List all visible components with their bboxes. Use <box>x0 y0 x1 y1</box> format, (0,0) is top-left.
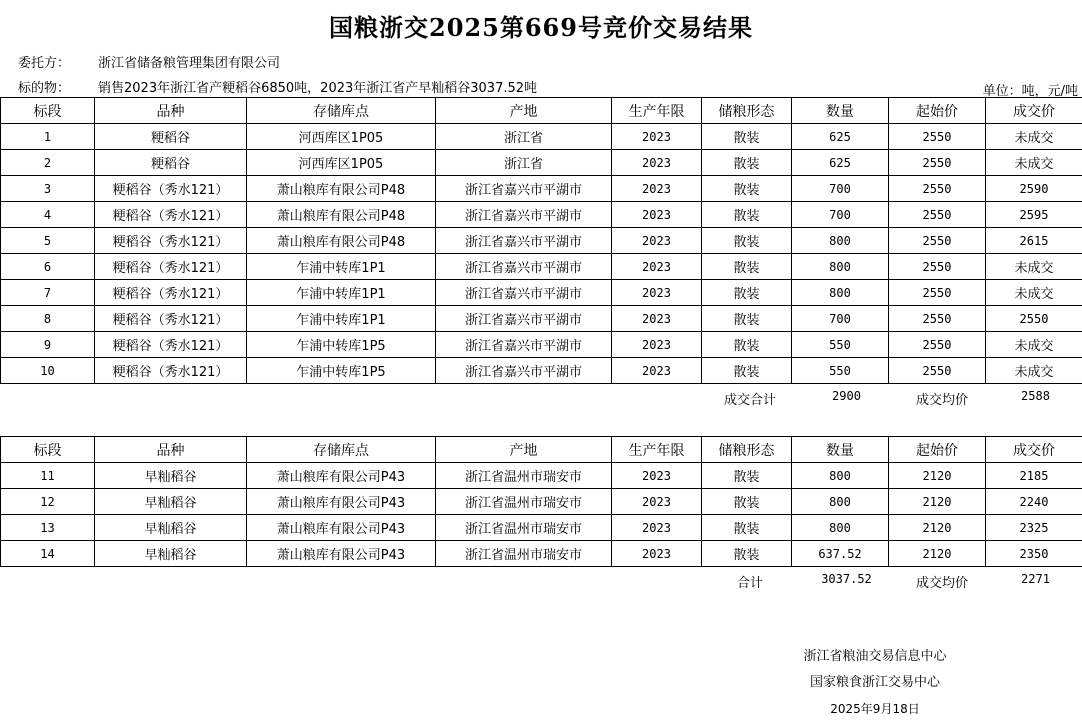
cell-storage-site: 乍浦中转库1P5 <box>247 332 436 358</box>
cell-production-year: 2023 <box>612 489 702 515</box>
cell-origin: 浙江省嘉兴市平湖市 <box>436 202 612 228</box>
cell-segment: 13 <box>1 515 95 541</box>
table-row <box>1 150 1082 176</box>
cell-starting-price: 2550 <box>889 124 986 150</box>
cell-quantity: 800 <box>792 463 889 489</box>
cell-deal-price: 未成交 <box>986 124 1082 150</box>
average-value: 2588 <box>1021 389 1050 403</box>
header-quantity: 数量 <box>792 98 889 124</box>
total-label: 合计 <box>736 576 763 591</box>
issuer-line-2: 国家粮食浙江交易中心 <box>809 675 940 690</box>
cell-segment: 2 <box>1 150 95 176</box>
subject-row <box>18 77 537 96</box>
cell-quantity: 800 <box>792 515 889 541</box>
cell-production-year: 2023 <box>612 254 702 280</box>
cell-quantity: 625 <box>792 150 889 176</box>
cell-segment: 1 <box>1 124 95 150</box>
cell-variety: 粳稻谷（秀水121） <box>95 280 247 306</box>
cell-production-year: 2023 <box>612 124 702 150</box>
cell-quantity: 637.52 <box>792 541 889 567</box>
cell-production-year: 2023 <box>612 150 702 176</box>
cell-origin: 浙江省嘉兴市平湖市 <box>436 306 612 332</box>
cell-quantity: 550 <box>792 332 889 358</box>
table-row <box>1 176 1082 202</box>
cell-starting-price: 2550 <box>889 254 986 280</box>
cell-storage-site: 乍浦中转库1P1 <box>247 306 436 332</box>
issue-date: 2025年9月18日 <box>830 702 920 716</box>
cell-quantity: 550 <box>792 358 889 384</box>
cell-storage-form: 散装 <box>702 254 792 280</box>
cell-starting-price: 2550 <box>889 228 986 254</box>
cell-deal-price: 2615 <box>986 228 1082 254</box>
cell-variety: 粳稻谷 <box>95 150 247 176</box>
table-row <box>1 358 1082 384</box>
cell-variety: 粳稻谷（秀水121） <box>95 254 247 280</box>
cell-storage-site: 萧山粮库有限公司P48 <box>247 202 436 228</box>
cell-origin: 浙江省嘉兴市平湖市 <box>436 358 612 384</box>
cell-origin: 浙江省温州市瑞安市 <box>436 541 612 567</box>
cell-storage-site: 萧山粮库有限公司P48 <box>247 228 436 254</box>
cell-storage-site: 萧山粮库有限公司P43 <box>247 515 436 541</box>
cell-production-year: 2023 <box>612 463 702 489</box>
header-segment: 标段 <box>1 437 95 463</box>
table-row <box>1 202 1082 228</box>
cell-origin: 浙江省温州市瑞安市 <box>436 515 612 541</box>
average-label: 成交均价 <box>915 576 968 591</box>
table-row <box>1 254 1082 280</box>
cell-segment: 6 <box>1 254 95 280</box>
cell-deal-price: 未成交 <box>986 150 1082 176</box>
cell-storage-form: 散装 <box>702 332 792 358</box>
cell-starting-price: 2120 <box>889 515 986 541</box>
cell-origin: 浙江省嘉兴市平湖市 <box>436 254 612 280</box>
cell-storage-site: 萧山粮库有限公司P43 <box>247 541 436 567</box>
cell-quantity: 800 <box>792 280 889 306</box>
cell-production-year: 2023 <box>612 358 702 384</box>
cell-storage-form: 散装 <box>702 202 792 228</box>
cell-variety: 粳稻谷（秀水121） <box>95 358 247 384</box>
cell-storage-site: 乍浦中转库1P1 <box>247 254 436 280</box>
consignor-row <box>18 52 280 71</box>
cell-variety: 早籼稻谷 <box>95 489 247 515</box>
issuer-line-1: 浙江省粮油交易信息中心 <box>803 649 947 664</box>
results-table-japonica <box>0 97 1082 384</box>
cell-storage-site: 萧山粮库有限公司P48 <box>247 176 436 202</box>
header-production-year: 生产年限 <box>612 437 702 463</box>
cell-starting-price: 2550 <box>889 332 986 358</box>
header-starting-price: 起始价 <box>889 98 986 124</box>
table-row <box>1 541 1082 567</box>
consignor-value: 浙江省储备粮管理集团有限公司 <box>98 56 281 71</box>
table-row <box>1 124 1082 150</box>
average-label: 成交均价 <box>915 393 968 408</box>
header-variety: 品种 <box>95 98 247 124</box>
cell-segment: 4 <box>1 202 95 228</box>
cell-starting-price: 2550 <box>889 202 986 228</box>
cell-variety: 粳稻谷（秀水121） <box>95 228 247 254</box>
cell-storage-site: 乍浦中转库1P5 <box>247 358 436 384</box>
subject-label: 标的物： <box>18 81 71 96</box>
results-table-indica <box>0 436 1082 567</box>
cell-starting-price: 2120 <box>889 541 986 567</box>
cell-quantity: 800 <box>792 489 889 515</box>
cell-quantity: 700 <box>792 306 889 332</box>
cell-deal-price: 2325 <box>986 515 1082 541</box>
cell-variety: 粳稻谷（秀水121） <box>95 176 247 202</box>
summary-japonica <box>0 386 1082 410</box>
cell-deal-price: 2590 <box>986 176 1082 202</box>
cell-starting-price: 2550 <box>889 306 986 332</box>
cell-segment: 10 <box>1 358 95 384</box>
cell-storage-form: 散装 <box>702 463 792 489</box>
cell-storage-form: 散装 <box>702 124 792 150</box>
table-row <box>1 489 1082 515</box>
cell-segment: 12 <box>1 489 95 515</box>
cell-variety: 粳稻谷（秀水121） <box>95 332 247 358</box>
header-origin: 产地 <box>436 98 612 124</box>
cell-quantity: 700 <box>792 202 889 228</box>
header-quantity: 数量 <box>792 437 889 463</box>
cell-storage-form: 散装 <box>702 541 792 567</box>
cell-origin: 浙江省温州市瑞安市 <box>436 463 612 489</box>
header-storage-site: 存储库点 <box>247 98 436 124</box>
cell-storage-site: 萧山粮库有限公司P43 <box>247 463 436 489</box>
unit-note: 单位：吨，元/吨 <box>982 84 1078 99</box>
subject-value: 销售2023年浙江省产粳稻谷6850吨，2023年浙江省产早籼稻谷3037.52吨 <box>98 81 538 96</box>
cell-storage-form: 散装 <box>702 150 792 176</box>
cell-origin: 浙江省 <box>436 150 612 176</box>
cell-segment: 8 <box>1 306 95 332</box>
average-value: 2271 <box>1021 572 1050 586</box>
cell-storage-form: 散装 <box>702 515 792 541</box>
cell-starting-price: 2550 <box>889 150 986 176</box>
cell-production-year: 2023 <box>612 541 702 567</box>
cell-origin: 浙江省嘉兴市平湖市 <box>436 332 612 358</box>
cell-segment: 9 <box>1 332 95 358</box>
summary-indica <box>0 569 1082 593</box>
header-storage-form: 储粮形态 <box>702 437 792 463</box>
header-starting-price: 起始价 <box>889 437 986 463</box>
cell-storage-site: 河西库区1P05 <box>247 150 436 176</box>
cell-variety: 早籼稻谷 <box>95 463 247 489</box>
table-row <box>1 463 1082 489</box>
cell-deal-price: 2240 <box>986 489 1082 515</box>
cell-storage-site: 河西库区1P05 <box>247 124 436 150</box>
cell-segment: 3 <box>1 176 95 202</box>
cell-production-year: 2023 <box>612 332 702 358</box>
cell-starting-price: 2120 <box>889 489 986 515</box>
table-row <box>1 228 1082 254</box>
table-row <box>1 515 1082 541</box>
header-deal-price: 成交价 <box>986 98 1082 124</box>
cell-production-year: 2023 <box>612 228 702 254</box>
total-value: 2900 <box>832 389 861 403</box>
cell-variety: 粳稻谷（秀水121） <box>95 202 247 228</box>
header-production-year: 生产年限 <box>612 98 702 124</box>
header-storage-form: 储粮形态 <box>702 98 792 124</box>
total-value: 3037.52 <box>821 572 872 586</box>
cell-storage-form: 散装 <box>702 228 792 254</box>
cell-quantity: 800 <box>792 228 889 254</box>
cell-segment: 7 <box>1 280 95 306</box>
cell-deal-price: 2350 <box>986 541 1082 567</box>
cell-production-year: 2023 <box>612 202 702 228</box>
cell-deal-price: 未成交 <box>986 254 1082 280</box>
cell-production-year: 2023 <box>612 280 702 306</box>
header-segment: 标段 <box>1 98 95 124</box>
header-deal-price: 成交价 <box>986 437 1082 463</box>
cell-variety: 早籼稻谷 <box>95 515 247 541</box>
cell-storage-site: 乍浦中转库1P1 <box>247 280 436 306</box>
header-row <box>1 98 1082 124</box>
cell-quantity: 800 <box>792 254 889 280</box>
table-row <box>1 280 1082 306</box>
header-origin: 产地 <box>436 437 612 463</box>
total-label: 成交合计 <box>723 393 776 408</box>
cell-segment: 14 <box>1 541 95 567</box>
cell-variety: 粳稻谷（秀水121） <box>95 306 247 332</box>
cell-variety: 粳稻谷 <box>95 124 247 150</box>
cell-storage-form: 散装 <box>702 176 792 202</box>
page-title: 国粮浙交2025第669号竞价交易结果 <box>329 13 753 42</box>
header-storage-site: 存储库点 <box>247 437 436 463</box>
cell-production-year: 2023 <box>612 306 702 332</box>
cell-starting-price: 2550 <box>889 176 986 202</box>
cell-storage-form: 散装 <box>702 280 792 306</box>
table-row <box>1 306 1082 332</box>
issuer-block <box>770 644 980 722</box>
cell-deal-price: 2595 <box>986 202 1082 228</box>
cell-quantity: 625 <box>792 124 889 150</box>
cell-production-year: 2023 <box>612 515 702 541</box>
cell-segment: 5 <box>1 228 95 254</box>
cell-origin: 浙江省嘉兴市平湖市 <box>436 280 612 306</box>
cell-origin: 浙江省 <box>436 124 612 150</box>
cell-production-year: 2023 <box>612 176 702 202</box>
cell-quantity: 700 <box>792 176 889 202</box>
consignor-label: 委托方： <box>18 56 71 71</box>
header-row <box>1 437 1082 463</box>
table-row <box>1 332 1082 358</box>
cell-variety: 早籼稻谷 <box>95 541 247 567</box>
header-variety: 品种 <box>95 437 247 463</box>
cell-storage-site: 萧山粮库有限公司P43 <box>247 489 436 515</box>
cell-storage-form: 散装 <box>702 358 792 384</box>
cell-deal-price: 未成交 <box>986 358 1082 384</box>
cell-starting-price: 2550 <box>889 358 986 384</box>
cell-starting-price: 2550 <box>889 280 986 306</box>
cell-storage-form: 散装 <box>702 306 792 332</box>
cell-deal-price: 未成交 <box>986 280 1082 306</box>
cell-storage-form: 散装 <box>702 489 792 515</box>
cell-origin: 浙江省嘉兴市平湖市 <box>436 228 612 254</box>
cell-deal-price: 未成交 <box>986 332 1082 358</box>
cell-deal-price: 2550 <box>986 306 1082 332</box>
cell-origin: 浙江省嘉兴市平湖市 <box>436 176 612 202</box>
cell-origin: 浙江省温州市瑞安市 <box>436 489 612 515</box>
cell-segment: 11 <box>1 463 95 489</box>
cell-deal-price: 2185 <box>986 463 1082 489</box>
cell-starting-price: 2120 <box>889 463 986 489</box>
